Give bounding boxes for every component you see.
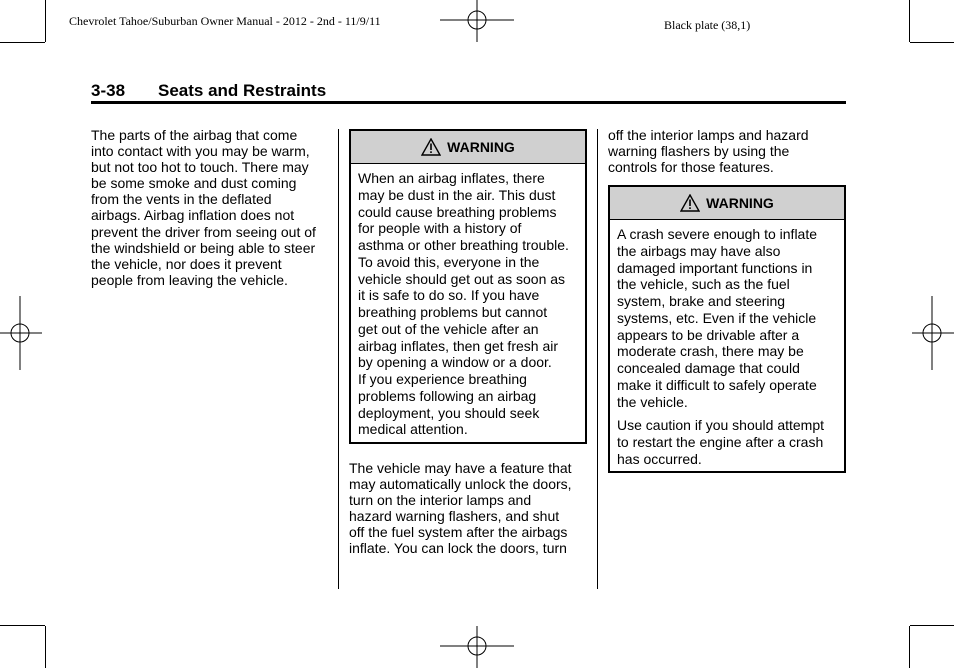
warning-body bbox=[351, 164, 585, 438]
warning-box-dust bbox=[349, 129, 587, 444]
warning-header bbox=[610, 187, 844, 220]
section-title: Seats and Restraints bbox=[158, 81, 327, 100]
warning-triangle-icon bbox=[421, 138, 441, 156]
column-1-text: The parts of the airbag that come into contact with you may be warm, but not too hot to touch. There may be some smoke and dust coming from the vents in the deflated airbags. Airbag inflation does not prevent the driver from seeing out of the windshield or being able to steer the vehicle, nor does it prevent people from leaving the vehicle. bbox=[91, 127, 316, 288]
warning-paragraph-2: Use caution if you should attempt to restart the engine after a crash has occurred. bbox=[617, 417, 825, 467]
page-number: 3-38 bbox=[91, 81, 126, 100]
column-2-text: The vehicle may have a feature that may automatically unlock the doors, turn on the interior lamps and hazard warning flashers, and shut off the fuel system after the airbags inflate. You can lock the doors, turn bbox=[349, 460, 572, 557]
crop-mark bbox=[0, 625, 45, 626]
warning-label: WARNING bbox=[447, 139, 515, 155]
crop-mark bbox=[910, 625, 954, 626]
warning-header bbox=[351, 131, 585, 164]
registration-mark-bottom-icon bbox=[440, 626, 514, 668]
crop-mark bbox=[45, 0, 46, 42]
warning-text: When an airbag inflates, there may be dust in the air. This dust could cause breathing problems for people with a history of asthma or other breathing trouble. To avoid this, everyone in the vehicle should get out as soon as it is safe to do so. If you have breathing problems but cannot get out of the vehicle after an airbag inflates, then get fresh air by opening a window or a door. If you experience breathing problems following an airbag deployment, you should seek medical attention. bbox=[358, 170, 569, 438]
manual-header-title: Chevrolet Tahoe/Suburban Owner Manual - 2012 - 2nd - 11/9/11 bbox=[69, 14, 381, 28]
registration-mark-top-icon bbox=[440, 0, 514, 42]
column-divider bbox=[338, 129, 339, 589]
crop-mark bbox=[0, 42, 45, 43]
plate-label: Black plate (38,1) bbox=[664, 18, 751, 32]
section-heading bbox=[91, 81, 326, 101]
warning-body bbox=[610, 220, 844, 468]
warning-paragraph-1: A crash severe enough to inflate the airbags may have also damaged important functions in the vehicle, such as the fuel system, brake and steering systems, etc. Even if the vehicle appears to be drivable after a moderate crash, there may be concealed damage that could make it difficult to safely operate the vehicle. bbox=[617, 226, 818, 410]
column-divider bbox=[597, 129, 598, 589]
crop-mark bbox=[909, 626, 910, 668]
crop-mark bbox=[910, 42, 954, 43]
warning-box-crash bbox=[608, 185, 846, 473]
warning-triangle-icon bbox=[680, 194, 700, 212]
registration-mark-right-icon bbox=[912, 296, 954, 370]
registration-mark-left-icon bbox=[0, 296, 42, 370]
crop-mark bbox=[45, 626, 46, 668]
crop-mark bbox=[909, 0, 910, 42]
column-3-text: off the interior lamps and hazard warning flashers by using the controls for those features. bbox=[608, 127, 809, 176]
warning-label: WARNING bbox=[706, 195, 774, 211]
heading-rule bbox=[91, 101, 846, 104]
